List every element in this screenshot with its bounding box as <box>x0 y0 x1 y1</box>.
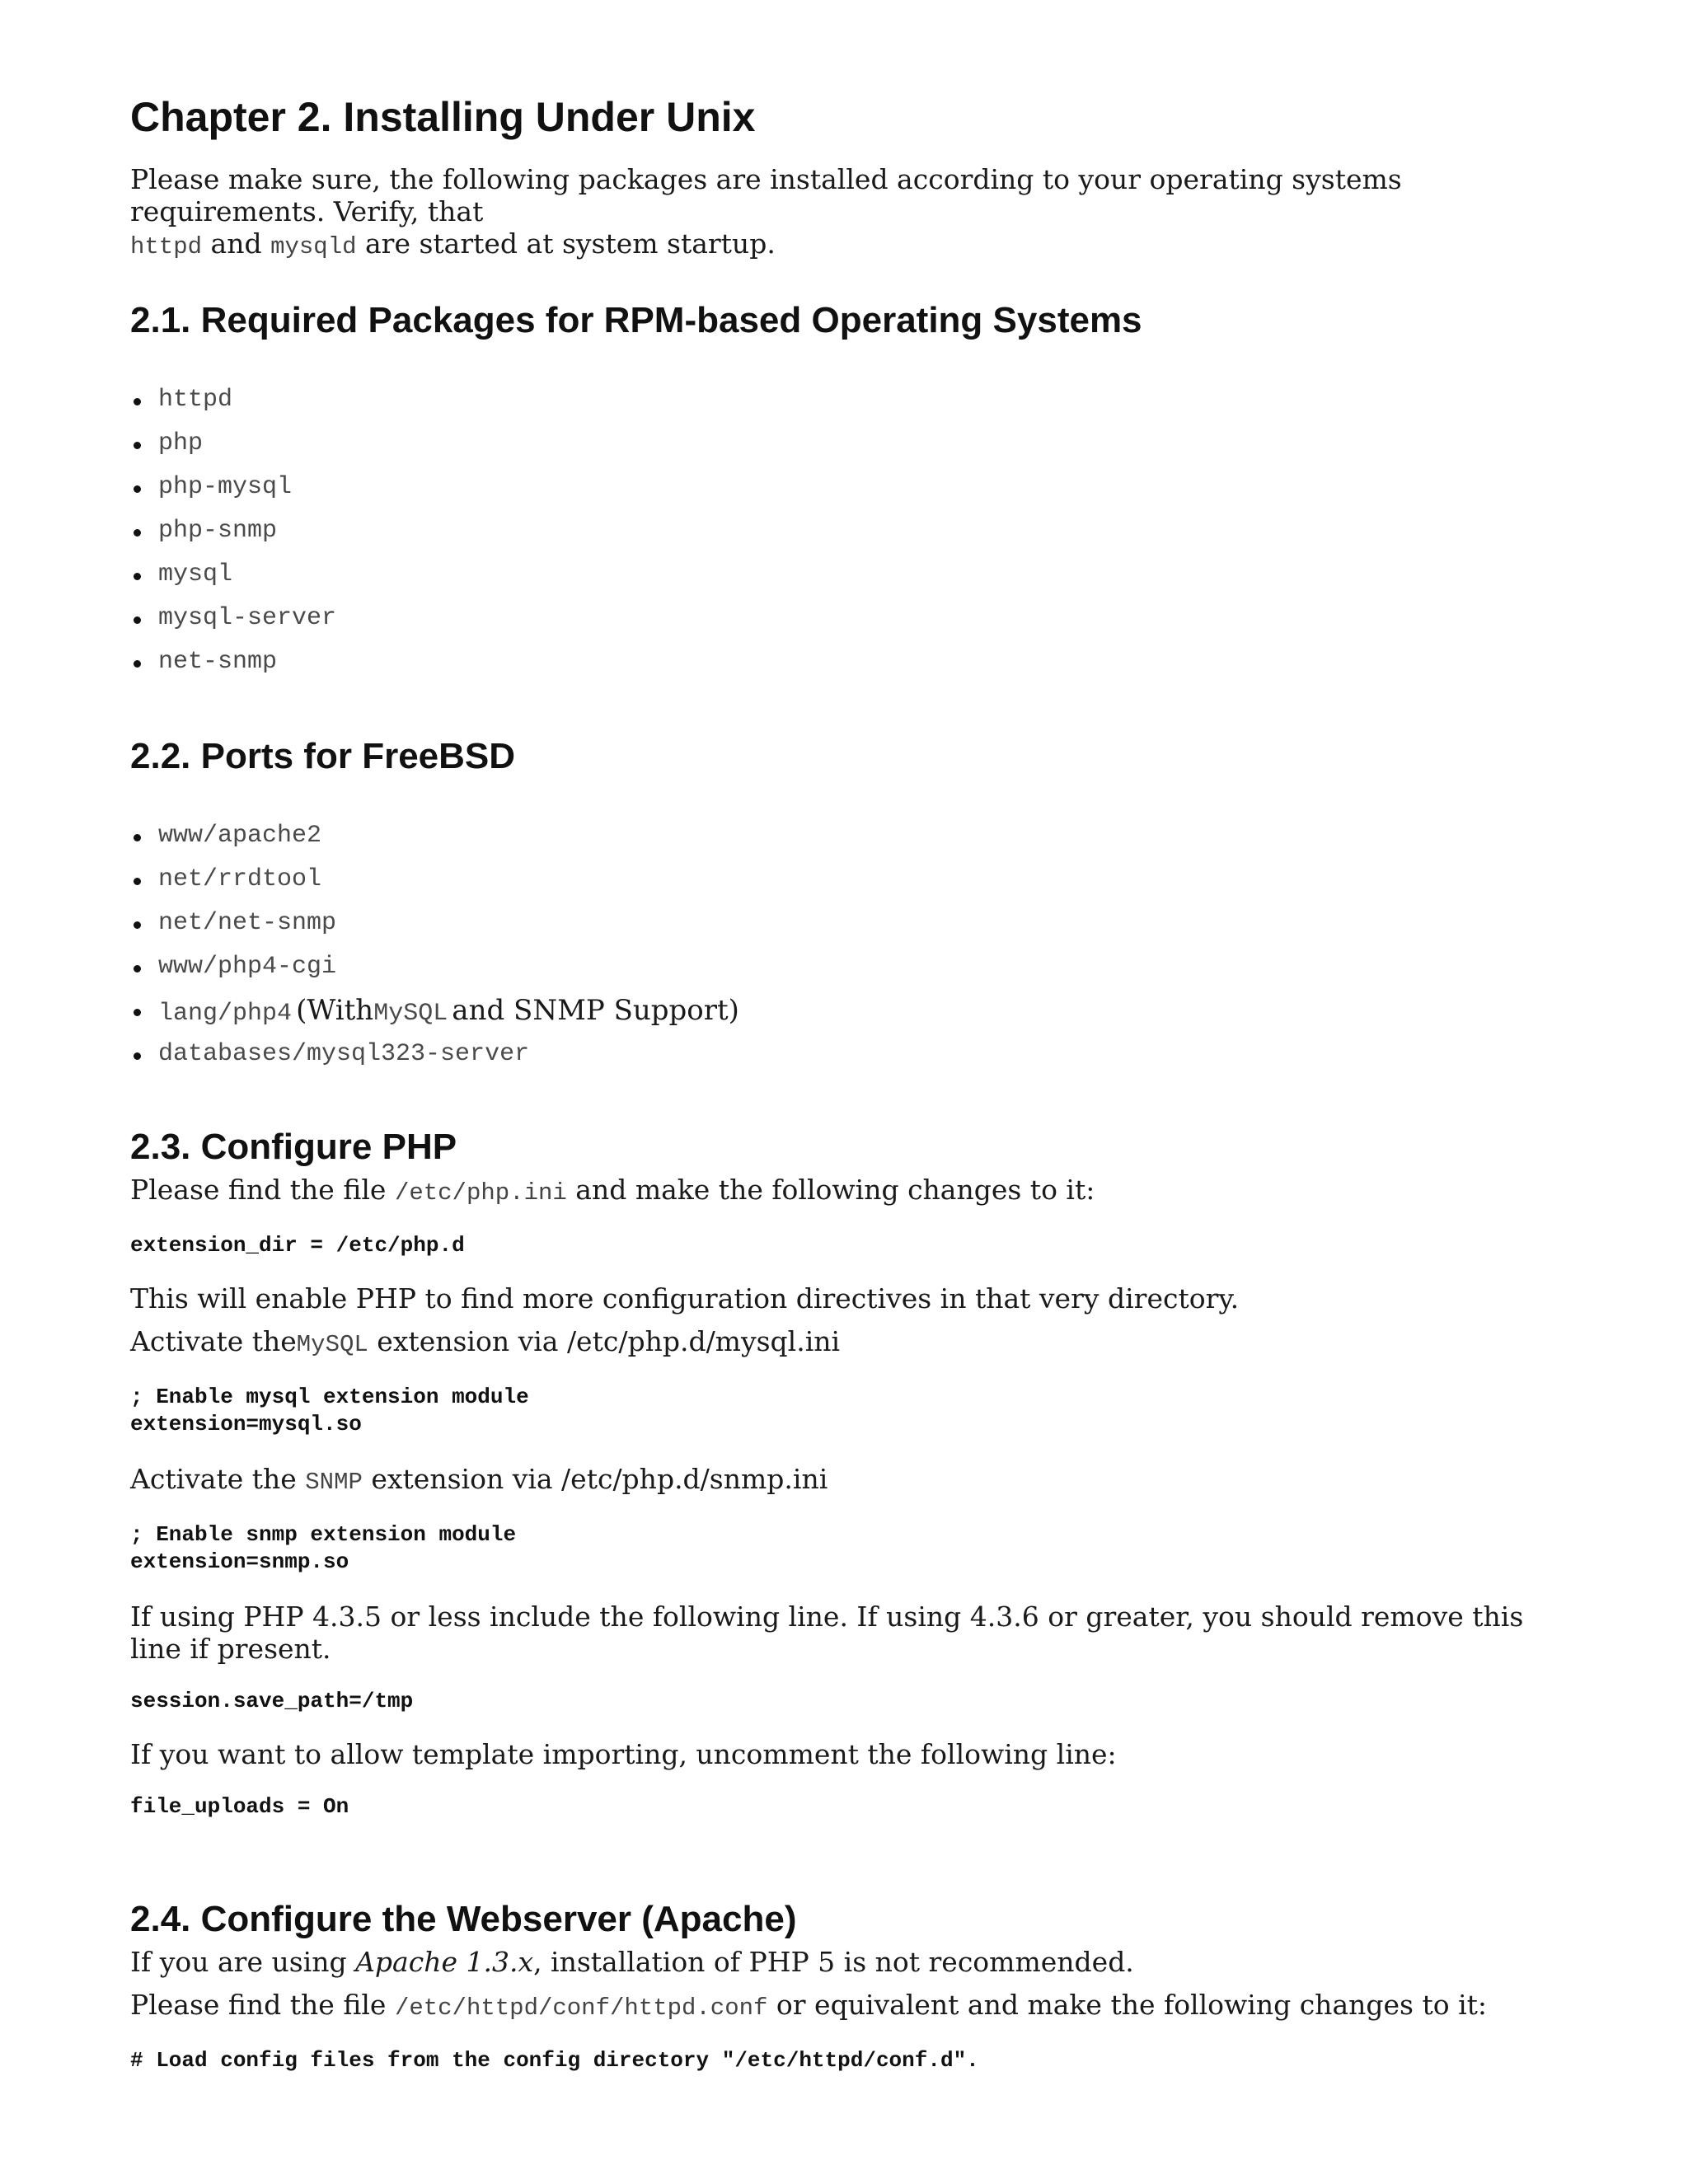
code-mysql-extension: ; Enable mysql extension module extension=mysql.so <box>130 1385 529 1436</box>
list-item: lang/php4 (WithMySQL and SNMP Support) <box>130 989 1564 1033</box>
list-item: databases/mysql323-server <box>130 1033 1564 1076</box>
intro-text-2: are started at system startup. <box>365 227 776 260</box>
list-item: net/net-snmp <box>130 902 1564 945</box>
httpd-conf-path: /etc/httpd/conf/httpd.conf <box>394 1994 768 2022</box>
code-load-config: # Load config files from the config directory "/etc/httpd/conf.d". <box>130 2048 979 2073</box>
list-item: mysql <box>130 553 1564 597</box>
code-snmp-extension: ; Enable snmp extension module extension=snmp.so <box>130 1522 517 1574</box>
list-item: httpd <box>130 378 1564 422</box>
rpm-package-list <box>130 378 1564 684</box>
chapter-title: Chapter 2. Installing Under Unix <box>130 94 756 140</box>
list-item: net-snmp <box>130 640 1564 684</box>
intro-code-httpd: httpd <box>130 233 203 260</box>
document-page <box>130 89 1564 2074</box>
code-extension-dir: extension_dir = /etc/php.d <box>130 1233 465 1258</box>
php-find-file-text: Please find the file /etc/php.ini and make the following changes to it: <box>130 1174 1095 1207</box>
code-session-save-path: session.save_path=/tmp <box>130 1689 414 1713</box>
chapter-intro <box>130 163 1564 263</box>
php-upload-text: If you want to allow template importing, uncomment the following line: <box>130 1738 1117 1770</box>
list-item: www/php4-cgi <box>130 945 1564 989</box>
intro-code-mysqld: mysqld <box>270 233 357 260</box>
php-session-text: If using PHP 4.3.5 or less include the following line. If using 4.3.6 or greater, you should remove this line if present. <box>130 1601 1524 1665</box>
list-item: php <box>130 422 1564 466</box>
apache-version-text: If you are using Apache 1.3.x, installation of PHP 5 is not recommended. <box>130 1946 1134 1978</box>
freebsd-port-list <box>130 814 1564 1076</box>
section-apache-title: 2.4. Configure the Webserver (Apache) <box>130 1899 797 1939</box>
list-item: mysql-server <box>130 597 1564 640</box>
list-item: php-mysql <box>130 466 1564 509</box>
list-item: net/rrdtool <box>130 858 1564 902</box>
section-rpm-title: 2.1. Required Packages for RPM-based Operating Systems <box>130 300 1142 340</box>
php-snmp-activate-text: Activate the SNMP extension via /etc/php.d/snmp.ini <box>130 1463 828 1496</box>
intro-text-and: and <box>210 227 262 260</box>
php-enable-text: This will enable PHP to find more configuration directives in that very directory. <box>130 1282 1240 1315</box>
apache-version: Apache 1.3.x <box>355 1946 534 1978</box>
intro-text-1: Please make sure, the following packages are installed according to your operating systems requirements. Verify, that <box>130 163 1402 227</box>
php-ini-path: /etc/php.ini <box>394 1179 567 1207</box>
code-file-uploads: file_uploads = On <box>130 1794 349 1819</box>
section-php-title: 2.3. Configure PHP <box>130 1127 457 1167</box>
apache-find-file-text: Please find the file /etc/httpd/conf/httpd.conf or equivalent and make the following changes to it: <box>130 1989 1487 2022</box>
list-item: www/apache2 <box>130 814 1564 858</box>
list-item: php-snmp <box>130 509 1564 553</box>
php-mysql-activate-text: Activate theMySQL extension via /etc/php.d/mysql.ini <box>130 1325 841 1358</box>
section-ports-title: 2.2. Ports for FreeBSD <box>130 736 516 776</box>
